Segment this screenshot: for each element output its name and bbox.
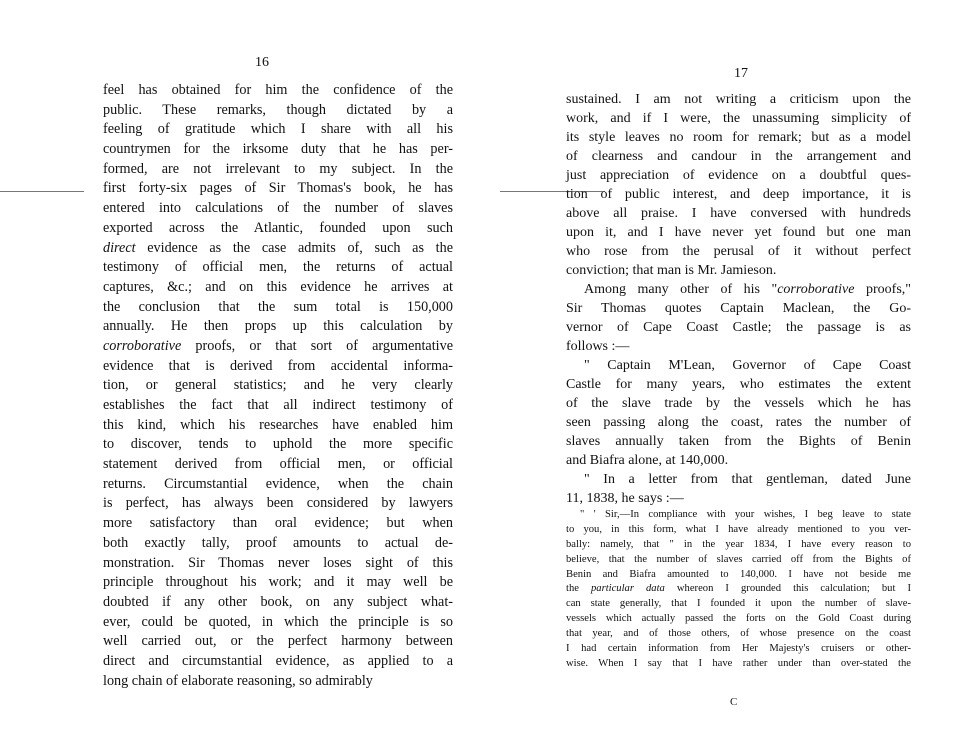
text-line: formed, are not irrelevant to my subject. In the [103,160,453,177]
text-line: of the slave trade by the vessels which he has [566,396,911,411]
text-line: its style leaves no room for remark; but as a model [566,130,911,145]
text-line: evidence that is derived from accidental informa- [103,357,453,374]
text-line: Castle for many years, who estimates the extent [566,377,911,392]
text-line: follows :— [566,339,630,354]
text-line: who rose from the perusal of it without perfect [566,244,911,259]
text-line: feel has obtained for him the confidence of the [103,82,453,98]
text-line: captures, &c.; and on this evidence he arrives at [103,278,453,295]
left-text-column [103,81,453,691]
text-line: work, and if I were, the unassuming simplicity of [566,111,911,126]
quote-line: Benin and Biafra amounted to 140,000. I have not beside me [566,568,911,580]
right-text-column [566,90,911,672]
page-number-left: 16 [255,55,269,70]
quote-line: " ' Sir,—In compliance with your wishes, I beg leave to state [580,509,911,520]
text-line: public. These remarks, though dictated by a [103,101,453,118]
text-line: direct evidence as the case admits of, such as the [103,239,453,256]
text-line: Among many other of his "corroborative proofs," [584,282,911,297]
text-line: 11, 1838, he says :— [566,491,684,506]
text-line: feeling of gratitude which I share with all his [103,121,453,138]
quote-line: wise. When I say that I have rather under than over-stated the [566,657,911,669]
text-line: vernor of Cape Coast Castle; the passage is as [566,320,911,335]
text-line: sustained. I am not writing a criticism upon the [566,92,911,107]
text-line: monstration. Sir Thomas never loses sight of this [103,554,453,571]
quote-line: vessels which actually passed the forts on the Gold Coast during [566,613,911,625]
text-line: well carried out, or the perfect harmony between [103,633,453,650]
text-line: to discover, tends to uphold the more specific [103,436,453,453]
scan-line-left [0,191,84,192]
text-line: more satisfactory than oral evidence; but when [103,515,453,532]
text-line: upon it, and I have never yet found but one man [566,225,911,240]
quote-line: bally: namely, that " in the year 1834, I have every reason to [566,538,911,550]
quote-line: can state generally, that I founded it upon the number of slave- [566,598,911,610]
text-line: tion of public interest, and deep importance, it is [566,187,911,202]
text-line: entered into calculations of the number of slaves [103,200,453,217]
text-line: conviction; that man is Mr. Jamieson. [566,263,777,278]
text-line: above all praise. I have conversed with hundreds [566,206,911,221]
quote-line: that year, and of those others, of whose presence on the coast [566,628,911,640]
quote-line: the particular data whereon I grounded this calculation; but I [566,583,912,595]
text-line: slaves annually taken from the Bights of Benin [566,434,911,449]
text-line: long chain of elaborate reasoning, so admirably [103,672,373,689]
text-line: seen passing along the coast, rates the number of [566,415,911,430]
text-line: is perfect, has always been considered by lawyers [103,495,453,512]
quote-line: to you, in this form, what I have already mentioned to you ver- [566,523,911,535]
text-line: countrymen for the irksome duty that he has per- [103,141,453,158]
text-line: and Biafra alone, at 140,000. [566,453,729,468]
text-line: this kind, which his researches have enabled him [103,416,453,433]
text-line: ever, could be quoted, in which the principle is so [103,613,453,630]
page-number-right: 17 [734,66,748,81]
text-line: annually. He then props up this calculation by [103,318,453,335]
text-line: returns. Circumstantial evidence, when the chain [103,475,453,492]
text-line: doubted if any other book, on any subject what- [103,593,453,610]
quote-line: believe, that the number of slaves carried off from the Bights of [566,553,911,565]
text-line: " In a letter from that gentleman, dated June [584,472,911,487]
text-line: principle throughout his work; and it may well be [103,574,453,591]
text-line: corroborative proofs, or that sort of argumentative [103,337,453,354]
text-line: first forty-six pages of Sir Thomas's book, he has [103,180,453,197]
text-line: establishes the fact that all indirect testimony of [103,397,453,413]
text-line: exported across the Atlantic, founded upon such [103,219,453,236]
text-line: both exactly tally, proof amounts to actual de- [103,534,453,551]
text-line: just appreciation of evidence on a doubtful ques- [566,168,911,183]
quote-line: I had certain information from Her Majesty's cruisers or other- [566,643,911,655]
text-line: tion, or general statistics; and he very clearly [103,377,453,394]
text-line: of clearness and candour in the arrangement and [566,149,911,164]
text-line: statement derived from official men, or official [103,456,453,473]
text-line: direct and circumstantial evidence, as applied to a [103,652,453,669]
right-page [490,0,980,729]
text-line: Sir Thomas quotes Captain Maclean, the Go- [566,301,911,316]
signature-mark: C [730,696,738,708]
text-line: the conclusion that the sum total is 150,000 [103,298,453,315]
text-line: testimony of official men, the returns of actual [103,259,453,276]
text-line: " Captain M'Lean, Governor of Cape Coast [584,358,911,373]
